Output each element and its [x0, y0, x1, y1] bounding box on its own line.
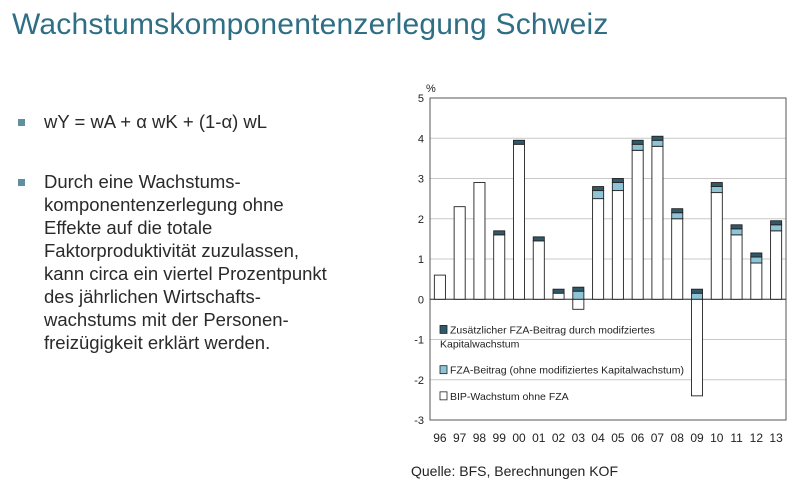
source-note: Quelle: BFS, Berechnungen KOF	[411, 463, 618, 479]
x-tick-label: 12	[749, 431, 764, 445]
legend-label-line: Kapitalwachstum	[440, 338, 520, 351]
x-tick-label: 98	[472, 431, 487, 445]
bar-bip-ohne-fza	[494, 235, 505, 299]
x-tick-label: 13	[769, 431, 783, 445]
y-tick-label: 5	[417, 93, 424, 105]
x-tick-label: 05	[611, 431, 625, 445]
bar-zusaetzlicher-fza-beitrag	[533, 237, 544, 241]
bar-bip-ohne-fza	[632, 150, 643, 299]
bullet-explanation	[18, 170, 388, 354]
x-tick-label: 97	[452, 431, 467, 445]
bar-bip-ohne-fza	[751, 263, 762, 299]
bar-fza-beitrag	[573, 291, 584, 299]
bar-fza-beitrag	[691, 293, 702, 299]
bar-zusaetzlicher-fza-beitrag	[593, 187, 604, 191]
growth-decomposition-chart	[400, 80, 800, 491]
bar-zusaetzlicher-fza-beitrag	[573, 287, 584, 291]
y-tick-label: 4	[417, 133, 424, 146]
bar-zusaetzlicher-fza-beitrag	[632, 140, 643, 144]
bar-zusaetzlicher-fza-beitrag	[731, 225, 742, 229]
bar-bip-ohne-fza	[711, 193, 722, 300]
bar-bip-ohne-fza	[672, 219, 683, 300]
bullet-formula-text: wY = wA + α wK + (1-α) wL	[44, 111, 268, 132]
x-tick-label: 03	[571, 431, 586, 445]
y-tick-label: -2	[414, 374, 424, 387]
bar-bip-ohne-fza	[454, 207, 465, 300]
legend-swatch	[440, 325, 447, 333]
bullet-square-icon	[18, 119, 25, 126]
x-tick-label: 99	[492, 431, 506, 445]
bullet-square-icon	[18, 179, 25, 186]
bar-bip-ohne-fza	[434, 275, 445, 299]
bar-fza-beitrag	[672, 213, 683, 219]
x-tick-label: 04	[591, 431, 605, 445]
x-tick-label: 07	[650, 431, 665, 445]
bar-bip-ohne-fza	[612, 191, 623, 300]
y-tick-label: -1	[414, 334, 424, 347]
x-tick-label: 02	[551, 431, 566, 445]
x-tick-label: 10	[710, 431, 724, 445]
bar-zusaetzlicher-fza-beitrag	[612, 179, 623, 183]
bar-bip-ohne-fza	[771, 231, 782, 299]
bar-zusaetzlicher-fza-beitrag	[513, 140, 524, 144]
bar-bip-ohne-fza	[691, 299, 702, 396]
x-tick-label: 96	[433, 431, 447, 445]
bar-bip-ohne-fza	[731, 235, 742, 299]
bar-fza-beitrag	[751, 257, 762, 263]
bar-bip-ohne-fza	[513, 144, 524, 299]
bar-zusaetzlicher-fza-beitrag	[771, 221, 782, 225]
x-tick-label: 00	[512, 431, 526, 445]
bar-bip-ohne-fza	[652, 146, 663, 299]
legend-label-line: BIP-Wachstum ohne FZA	[450, 390, 569, 403]
bar-bip-ohne-fza	[593, 199, 604, 300]
y-tick-label: -3	[414, 415, 424, 427]
bullet-explanation-text: Durch eine Wachstums- komponentenzerlegung ohne Effekte auf die totale Faktorproduktivität zuzulassen, kann circa ein viertel Prozentpunkt des jährlichen Wirtschafts- wachstums mit der Personen- freizügigkeit erklärt werden.	[44, 171, 327, 353]
y-tick-label: 3	[417, 173, 424, 186]
bar-fza-beitrag	[632, 144, 643, 150]
x-tick-label: 06	[630, 431, 645, 445]
bar-fza-beitrag	[612, 183, 623, 191]
y-tick-label: 0	[417, 294, 424, 307]
bar-bip-ohne-fza	[573, 299, 584, 309]
bar-bip-ohne-fza	[553, 293, 564, 299]
legend-label-line: Zusätzlicher FZA-Beitrag durch modifziertes	[450, 324, 655, 337]
bullet-list	[18, 110, 388, 354]
bar-zusaetzlicher-fza-beitrag	[751, 253, 762, 257]
bar-fza-beitrag	[652, 140, 663, 146]
bar-zusaetzlicher-fza-beitrag	[691, 289, 702, 293]
bar-zusaetzlicher-fza-beitrag	[711, 183, 722, 187]
legend-label-line: FZA-Beitrag (ohne modifiziertes Kapitalwachstum)	[450, 364, 685, 377]
legend-swatch	[440, 392, 447, 400]
x-tick-label: 09	[690, 431, 704, 445]
x-tick-label: 01	[532, 431, 546, 445]
y-axis-unit-label: %	[426, 83, 436, 95]
bar-bip-ohne-fza	[474, 183, 485, 300]
bar-fza-beitrag	[711, 187, 722, 193]
legend-label	[450, 391, 569, 403]
bar-fza-beitrag	[731, 229, 742, 235]
bullet-formula	[18, 110, 388, 133]
bar-zusaetzlicher-fza-beitrag	[652, 136, 663, 140]
bar-zusaetzlicher-fza-beitrag	[553, 289, 564, 293]
y-tick-label: 1	[417, 254, 424, 266]
bar-fza-beitrag	[771, 225, 782, 231]
bar-bip-ohne-fza	[533, 241, 544, 299]
legend-label	[450, 365, 684, 377]
legend-swatch	[440, 366, 447, 374]
y-tick-label: 2	[417, 213, 424, 226]
bar-zusaetzlicher-fza-beitrag	[672, 209, 683, 213]
bar-zusaetzlicher-fza-beitrag	[494, 231, 505, 235]
bar-fza-beitrag	[593, 191, 604, 199]
x-tick-label: 08	[670, 431, 684, 445]
legend-label	[440, 324, 655, 350]
x-tick-label: 11	[730, 431, 743, 445]
slide-title: Wachstumskomponentenzerlegung Schweiz	[12, 8, 609, 41]
chart-container	[400, 80, 800, 491]
